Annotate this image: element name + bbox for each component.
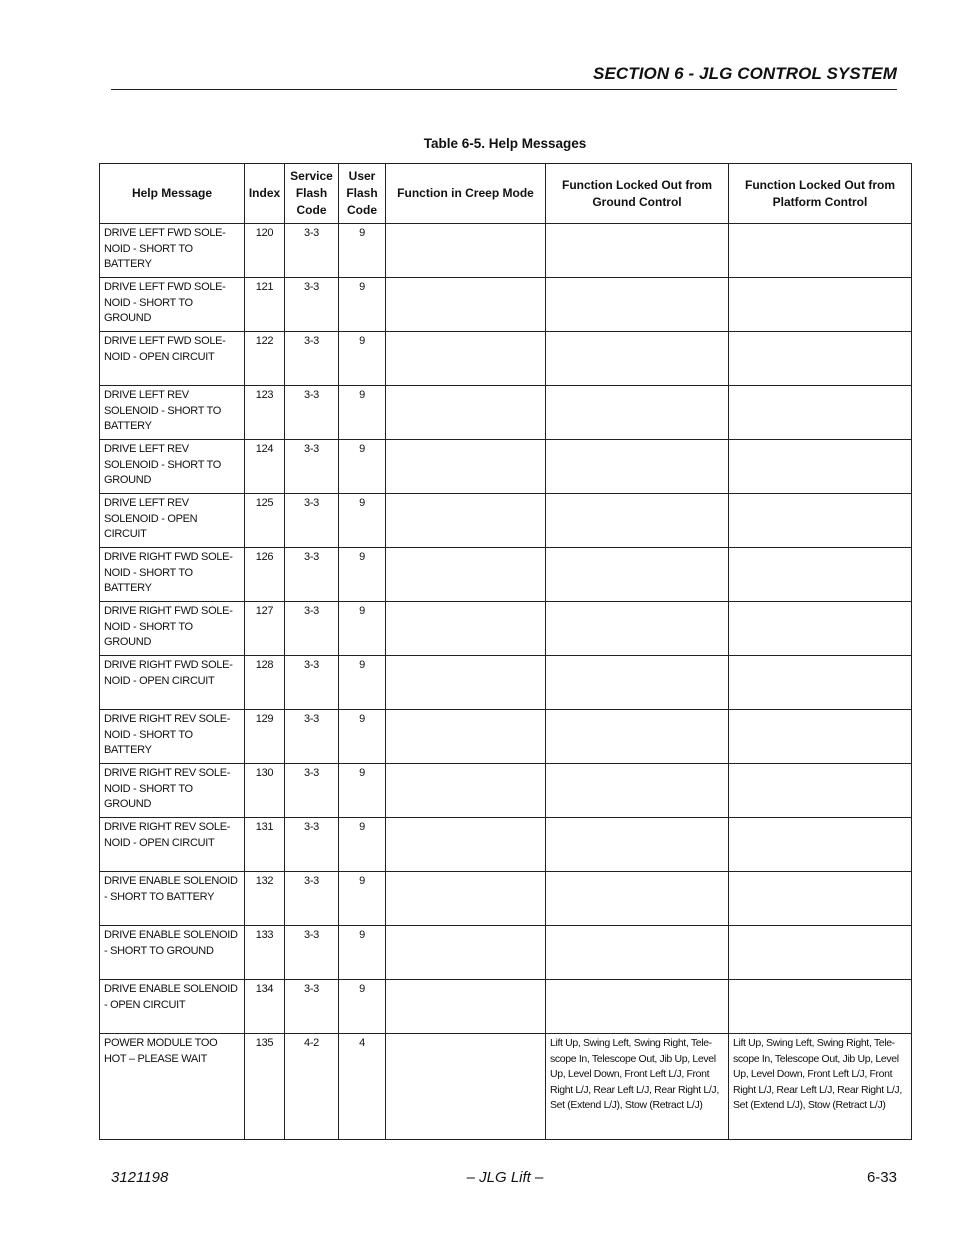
header-service-flash-code: Service Flash Code	[285, 164, 339, 224]
cell-help-message: DRIVE RIGHT REV SOLE-NOID - OPEN CIRCUIT	[100, 818, 245, 872]
table-caption: Table 6-5. Help Messages	[423, 136, 587, 151]
table-row	[100, 764, 912, 818]
cell-service-code: 3-3	[285, 224, 339, 278]
page-number: 6-33	[866, 1169, 897, 1186]
help-messages-table	[99, 163, 912, 1140]
cell-platform	[729, 926, 912, 980]
cell-index: 122	[245, 332, 285, 386]
cell-platform	[729, 224, 912, 278]
cell-creep	[386, 764, 546, 818]
table-row	[100, 224, 912, 278]
cell-creep	[386, 332, 546, 386]
cell-ground	[546, 548, 729, 602]
table-row	[100, 710, 912, 764]
footer-brand: – JLG Lift –	[466, 1169, 544, 1186]
cell-platform	[729, 872, 912, 926]
section-title: SECTION 6 - JLG CONTROL SYSTEM	[593, 64, 897, 83]
cell-index: 127	[245, 602, 285, 656]
cell-ground	[546, 386, 729, 440]
cell-user-code: 9	[339, 818, 386, 872]
cell-index: 133	[245, 926, 285, 980]
cell-creep	[386, 1034, 546, 1140]
table-row	[100, 602, 912, 656]
cell-user-code: 9	[339, 764, 386, 818]
table-row	[100, 1034, 912, 1140]
header-user-flash-code: User Flash Code	[339, 164, 386, 224]
document-number: 3121198	[111, 1169, 169, 1186]
cell-ground	[546, 440, 729, 494]
cell-help-message: DRIVE RIGHT FWD SOLE-NOID - OPEN CIRCUIT	[100, 656, 245, 710]
table-row	[100, 386, 912, 440]
cell-ground: Lift Up, Swing Left, Swing Right, Tele-scope In, Telescope Out, Jib Up, Level Up, Level Down, Front Left L/J, Front Right L/J, Rear Left L/J, Rear Right L/J, Set (Extend L/J), Stow (Retract L/J)	[546, 1034, 729, 1140]
cell-ground	[546, 224, 729, 278]
cell-platform	[729, 656, 912, 710]
header-locked-out-platform: Function Locked Out from Platform Control	[729, 164, 912, 224]
cell-user-code: 9	[339, 278, 386, 332]
cell-platform	[729, 980, 912, 1034]
cell-ground	[546, 710, 729, 764]
cell-help-message: DRIVE LEFT REV SOLENOID - SHORT TO GROUND	[100, 440, 245, 494]
table-row	[100, 278, 912, 332]
cell-user-code: 9	[339, 602, 386, 656]
header-divider	[111, 89, 897, 90]
cell-index: 125	[245, 494, 285, 548]
cell-platform	[729, 548, 912, 602]
table-row	[100, 818, 912, 872]
header-locked-out-ground: Function Locked Out from Ground Control	[546, 164, 729, 224]
cell-user-code: 9	[339, 224, 386, 278]
cell-service-code: 3-3	[285, 656, 339, 710]
cell-creep	[386, 440, 546, 494]
cell-help-message: DRIVE LEFT FWD SOLE-NOID - OPEN CIRCUIT	[100, 332, 245, 386]
cell-ground	[546, 278, 729, 332]
cell-service-code: 3-3	[285, 818, 339, 872]
header-index: Index	[245, 164, 285, 224]
cell-platform: Lift Up, Swing Left, Swing Right, Tele-scope In, Telescope Out, Jib Up, Level Up, Level Down, Front Left L/J, Front Right L/J, Rear Left L/J, Rear Right L/J, Set (Extend L/J), Stow (Retract L/J)	[729, 1034, 912, 1140]
cell-help-message: DRIVE ENABLE SOLENOID - SHORT TO GROUND	[100, 926, 245, 980]
cell-creep	[386, 926, 546, 980]
cell-platform	[729, 602, 912, 656]
cell-platform	[729, 278, 912, 332]
cell-service-code: 3-3	[285, 764, 339, 818]
cell-user-code: 9	[339, 440, 386, 494]
cell-creep	[386, 278, 546, 332]
cell-ground	[546, 926, 729, 980]
cell-platform	[729, 818, 912, 872]
cell-help-message: DRIVE ENABLE SOLENOID - OPEN CIRCUIT	[100, 980, 245, 1034]
cell-service-code: 3-3	[285, 980, 339, 1034]
cell-index: 120	[245, 224, 285, 278]
cell-user-code: 9	[339, 386, 386, 440]
cell-creep	[386, 710, 546, 764]
cell-user-code: 9	[339, 656, 386, 710]
cell-index: 132	[245, 872, 285, 926]
cell-index: 130	[245, 764, 285, 818]
cell-creep	[386, 602, 546, 656]
cell-index: 121	[245, 278, 285, 332]
cell-service-code: 3-3	[285, 494, 339, 548]
cell-service-code: 3-3	[285, 440, 339, 494]
cell-service-code: 3-3	[285, 602, 339, 656]
table-row	[100, 872, 912, 926]
table-row	[100, 494, 912, 548]
cell-service-code: 3-3	[285, 548, 339, 602]
table-row	[100, 926, 912, 980]
table-row	[100, 656, 912, 710]
cell-service-code: 3-3	[285, 332, 339, 386]
table-row	[100, 440, 912, 494]
cell-index: 126	[245, 548, 285, 602]
cell-ground	[546, 332, 729, 386]
cell-ground	[546, 980, 729, 1034]
cell-service-code: 3-3	[285, 710, 339, 764]
cell-service-code: 4-2	[285, 1034, 339, 1140]
cell-platform	[729, 764, 912, 818]
cell-user-code: 9	[339, 494, 386, 548]
cell-creep	[386, 980, 546, 1034]
cell-help-message: DRIVE LEFT REV SOLENOID - SHORT TO BATTERY	[100, 386, 245, 440]
cell-platform	[729, 710, 912, 764]
cell-ground	[546, 494, 729, 548]
cell-user-code: 9	[339, 548, 386, 602]
cell-index: 124	[245, 440, 285, 494]
cell-ground	[546, 818, 729, 872]
header-help-message: Help Message	[100, 164, 245, 224]
cell-service-code: 3-3	[285, 278, 339, 332]
cell-help-message: DRIVE RIGHT FWD SOLE-NOID - SHORT TO GROUND	[100, 602, 245, 656]
cell-help-message: DRIVE ENABLE SOLENOID - SHORT TO BATTERY	[100, 872, 245, 926]
cell-index: 128	[245, 656, 285, 710]
cell-ground	[546, 764, 729, 818]
cell-user-code: 4	[339, 1034, 386, 1140]
cell-user-code: 9	[339, 926, 386, 980]
cell-help-message: DRIVE LEFT REV SOLENOID - OPEN CIRCUIT	[100, 494, 245, 548]
cell-creep	[386, 656, 546, 710]
cell-platform	[729, 332, 912, 386]
cell-platform	[729, 494, 912, 548]
cell-user-code: 9	[339, 332, 386, 386]
header-function-in-creep-mode: Function in Creep Mode	[386, 164, 546, 224]
cell-index: 123	[245, 386, 285, 440]
table-row	[100, 332, 912, 386]
cell-service-code: 3-3	[285, 386, 339, 440]
cell-help-message: DRIVE RIGHT FWD SOLE-NOID - SHORT TO BATTERY	[100, 548, 245, 602]
cell-creep	[386, 548, 546, 602]
cell-index: 131	[245, 818, 285, 872]
cell-platform	[729, 386, 912, 440]
cell-creep	[386, 818, 546, 872]
cell-index: 134	[245, 980, 285, 1034]
table-header-row	[100, 164, 912, 224]
cell-help-message: DRIVE RIGHT REV SOLE-NOID - SHORT TO GROUND	[100, 764, 245, 818]
table-row	[100, 980, 912, 1034]
cell-creep	[386, 224, 546, 278]
cell-index: 135	[245, 1034, 285, 1140]
cell-user-code: 9	[339, 872, 386, 926]
cell-index: 129	[245, 710, 285, 764]
cell-platform	[729, 440, 912, 494]
cell-creep	[386, 494, 546, 548]
cell-ground	[546, 656, 729, 710]
cell-service-code: 3-3	[285, 872, 339, 926]
cell-help-message: POWER MODULE TOO HOT – PLEASE WAIT	[100, 1034, 245, 1140]
cell-help-message: DRIVE LEFT FWD SOLE-NOID - SHORT TO GROUND	[100, 278, 245, 332]
table-row	[100, 548, 912, 602]
cell-creep	[386, 872, 546, 926]
cell-help-message: DRIVE RIGHT REV SOLE-NOID - SHORT TO BATTERY	[100, 710, 245, 764]
cell-creep	[386, 386, 546, 440]
cell-help-message: DRIVE LEFT FWD SOLE-NOID - SHORT TO BATTERY	[100, 224, 245, 278]
cell-user-code: 9	[339, 980, 386, 1034]
cell-user-code: 9	[339, 710, 386, 764]
cell-service-code: 3-3	[285, 926, 339, 980]
cell-ground	[546, 602, 729, 656]
cell-ground	[546, 872, 729, 926]
